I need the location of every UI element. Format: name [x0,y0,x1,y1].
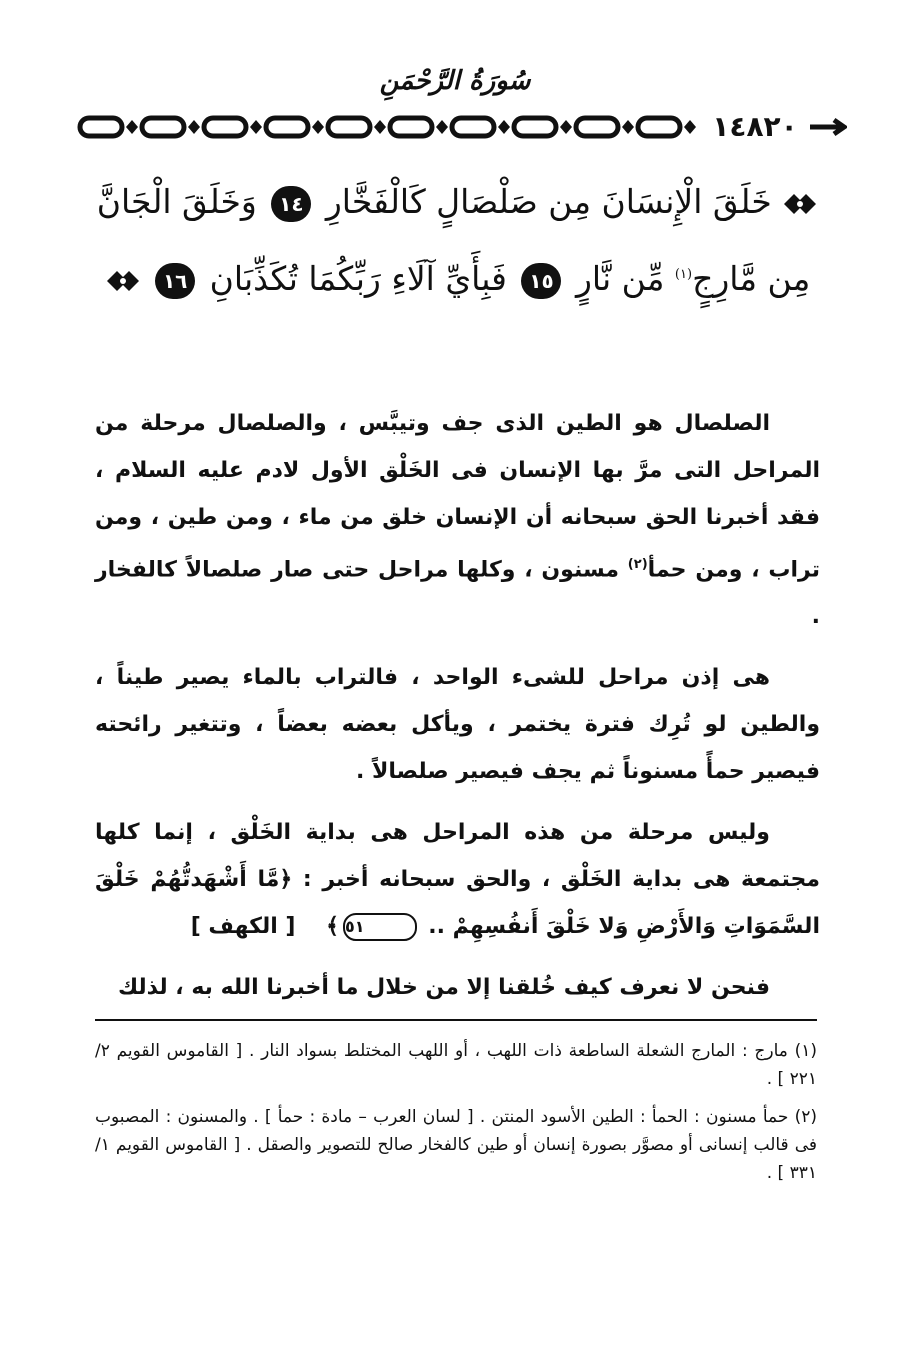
footnote-2: (٢) حمأ مسنون : الحمأ : الطين الأسود المنتن . [ لسان العرب – مادة : حمأ ] . والمسنون : المصبوب فى قالب إنسانى أو مصوَّر بصورة إنسان أو طين كالفخار صالح للتصوير والصقل . [ القاموس القويم ١/ ٣٣١ ] . [95,1107,817,1183]
paragraph-4: فنحن لا نعرف كيف خُلقنا إلا من خلال ما أخبرنا الله به ، لذلك [117,975,770,1001]
footnote-divider [95,1019,817,1021]
page-number: ١٤٨٢٠ [700,110,810,143]
commentary-body [95,400,820,1011]
paragraph-3-text: وليس مرحلة من هذه المراحل هى بداية الخَلْق ، إنما كلها مجتمعة هى بداية الخَلْق ، والحق سبحانه أخبر : [95,820,820,893]
quranic-quote: ﴿مَّا أَشْهَدتُّهُمْ خَلْقَ السَّمَوَاتِ وَالأَرْضِ وَلا خَلْقَ أَنفُسِهِمْ .. [95,867,820,940]
paragraph-1 [95,400,820,640]
quote-close-bracket: ﴾ [326,914,340,940]
footnote-ref-1[interactable]: (١) [674,267,693,282]
paragraph-2: هى إذن مراحل للشىء الواحد ، فالتراب بالماء يصير طيناً ، والطين لو تُرِك فترة يختمر ، ويأكل بعضه بعضاً ، وتتغير رائحته فيصير حمأً مسنوناً ثم يجف فيصير صلصالاً . [95,665,820,785]
verse-16-text: فَبِأَيِّ آلَاءِ رَبِّكُمَا تُكَذِّبَانِ [209,259,507,298]
footnote-ref-2[interactable]: (٢) [627,557,648,572]
surah-title: سُورَةُ الرَّحْمَنِ [379,66,531,96]
verse-16-number: ١٦ [155,263,195,299]
verse-14-number: ١٤ [271,186,311,222]
verse-end-ornament-icon [105,267,141,295]
footnote-1: (١) مارج : المارج الشعلة الساطعة ذات اللهب ، أو اللهب المختلط بسواد النار . [ القاموس القويم ٢/ ٢٢١ ] . [95,1041,817,1089]
paragraph-1-part-b: مسنون ، وكلها مراحل حتى صار صلصالاً كالفخار . [95,557,820,630]
quote-verse-number: ٥١ [343,913,417,941]
verse-start-ornament-icon [782,190,818,218]
footnotes [95,1037,817,1197]
surah-reference [191,914,319,939]
surah-reference-label: [ الكهف ] [190,914,296,940]
verse-14-text: خَلَقَ الْإِنسَانَ مِن صَلْصَالٍ كَالْفَخَّارِ [325,182,772,221]
quran-verses [90,165,825,315]
paragraph-3 [95,809,820,950]
verse-15-text-b: مِّن نَّارٍ [575,259,665,298]
verse-15-text: وَخَلَقَ الْجَانَّ مِن مَّارِجٍ [96,182,811,298]
paragraph-1-part-a: الصلصال هو الطين الذى جف وتيبَّس ، والصلصال مرحلة من المراحل التى مرَّ بها الإنسان فى الخَلْق الأول لادم عليه السلام ، فقد أخبرنا الحق سبحانه أن الإنسان خلق من ماء ، ومن طين ، ومن تراب ، ومن حمأ [95,411,820,583]
verse-15-number: ١٥ [521,263,561,299]
